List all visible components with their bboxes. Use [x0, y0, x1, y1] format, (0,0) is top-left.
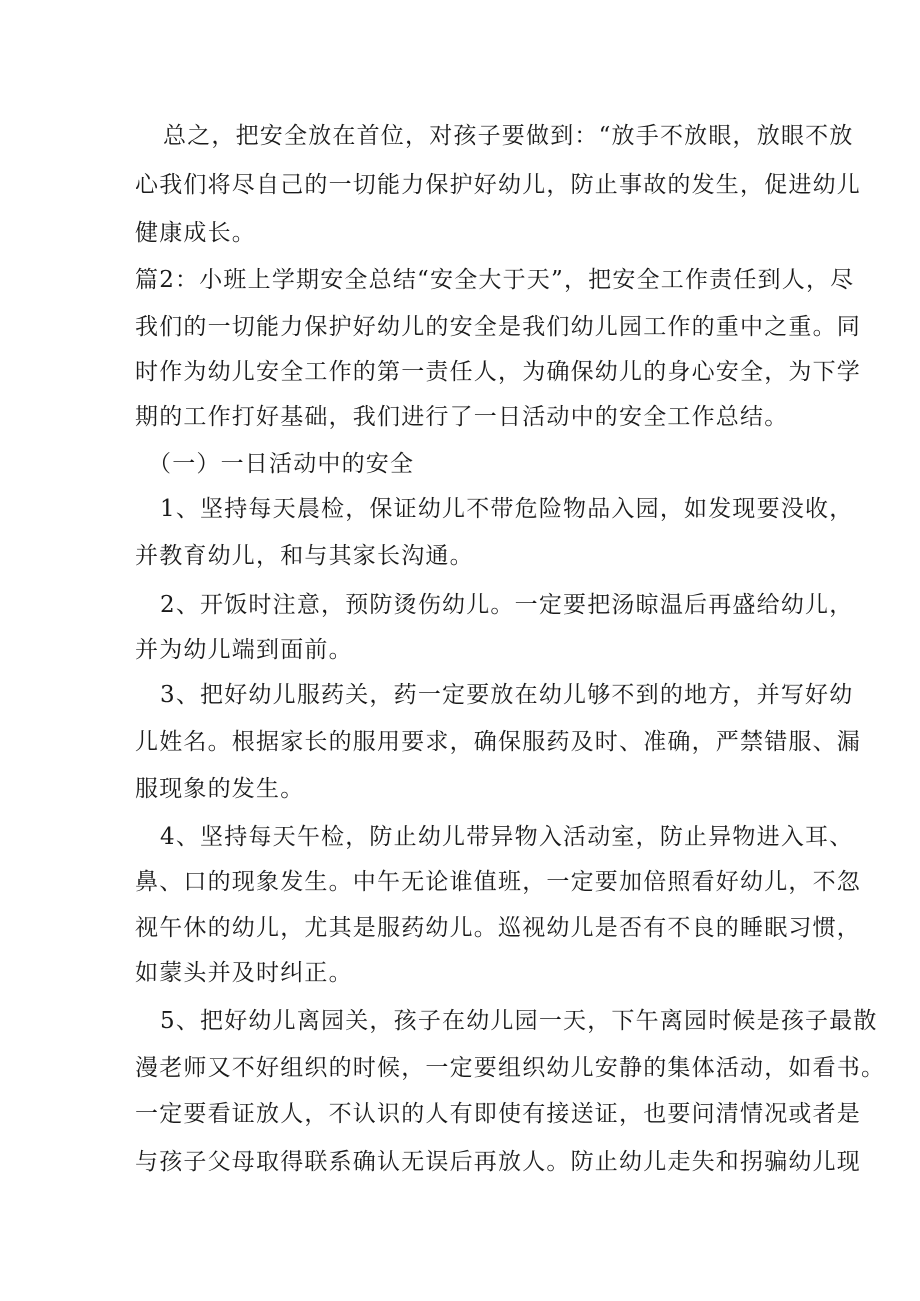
text-line: 我们的一切能力保护好幼儿的安全是我们幼儿园工作的重中之重。同 [135, 314, 861, 340]
text-line: 心我们将尽自己的一切能力保护好幼儿，防止事故的发生，促进幼儿 [135, 172, 861, 198]
text-line: 1、坚持每天晨检，保证幼儿不带危险物品入园，如发现要没收， [160, 496, 854, 522]
text-line: 总之，把安全放在首位，对孩子要做到：“放手不放眼，放眼不放 [163, 123, 854, 149]
text-line: 4、坚持每天午检，防止幼儿带异物入活动室，防止异物进入耳、 [160, 824, 854, 850]
text-line: 如蒙头并及时纠正。 [135, 960, 353, 986]
text-line: 服现象的发生。 [135, 776, 305, 802]
text-line: 时作为幼儿安全工作的第一责任人，为确保幼儿的身心安全，为下学 [135, 359, 861, 385]
text-line: 儿姓名。根据家长的服用要求，确保服药及时、准确，严禁错服、漏 [135, 729, 861, 755]
text-line: 健康成长。 [135, 220, 256, 246]
text-line: 3、把好幼儿服药关，药一定要放在幼儿够不到的地方，并写好幼 [160, 682, 854, 708]
text-line: 并为幼儿端到面前。 [135, 637, 353, 663]
section-heading: （一）一日活动中的安全 [148, 451, 415, 477]
text-line: 并教育幼儿，和与其家长沟通。 [135, 543, 474, 569]
text-line: 鼻、口的现象发生。中午无论谁值班，一定要加倍照看好幼儿，不忽 [135, 869, 861, 895]
text-line: 一定要看证放人，不认识的人有即使有接送证，也要问清情况或者是 [135, 1101, 861, 1127]
text-line: 漫老师又不好组织的时候，一定要组织幼儿安静的集体活动，如看书。 [135, 1055, 886, 1081]
text-line: 5、把好幼儿离园关，孩子在幼儿园一天，下午离园时候是孩子最散 [160, 1008, 878, 1034]
text-line: 2、开饭时注意，预防烫伤幼儿。一定要把汤晾温后再盛给幼儿， [160, 592, 854, 618]
text-line: 视午休的幼儿，尤其是服药幼儿。巡视幼儿是否有不良的睡眠习惯， [135, 915, 861, 941]
text-line: 篇2：小班上学期安全总结“安全大于天”，把安全工作责任到人，尽 [135, 267, 855, 293]
text-line: 期的工作打好基础，我们进行了一日活动中的安全工作总结。 [135, 404, 789, 430]
text-line: 与孩子父母取得联系确认无误后再放人。防止幼儿走失和拐骗幼儿现 [135, 1149, 861, 1175]
